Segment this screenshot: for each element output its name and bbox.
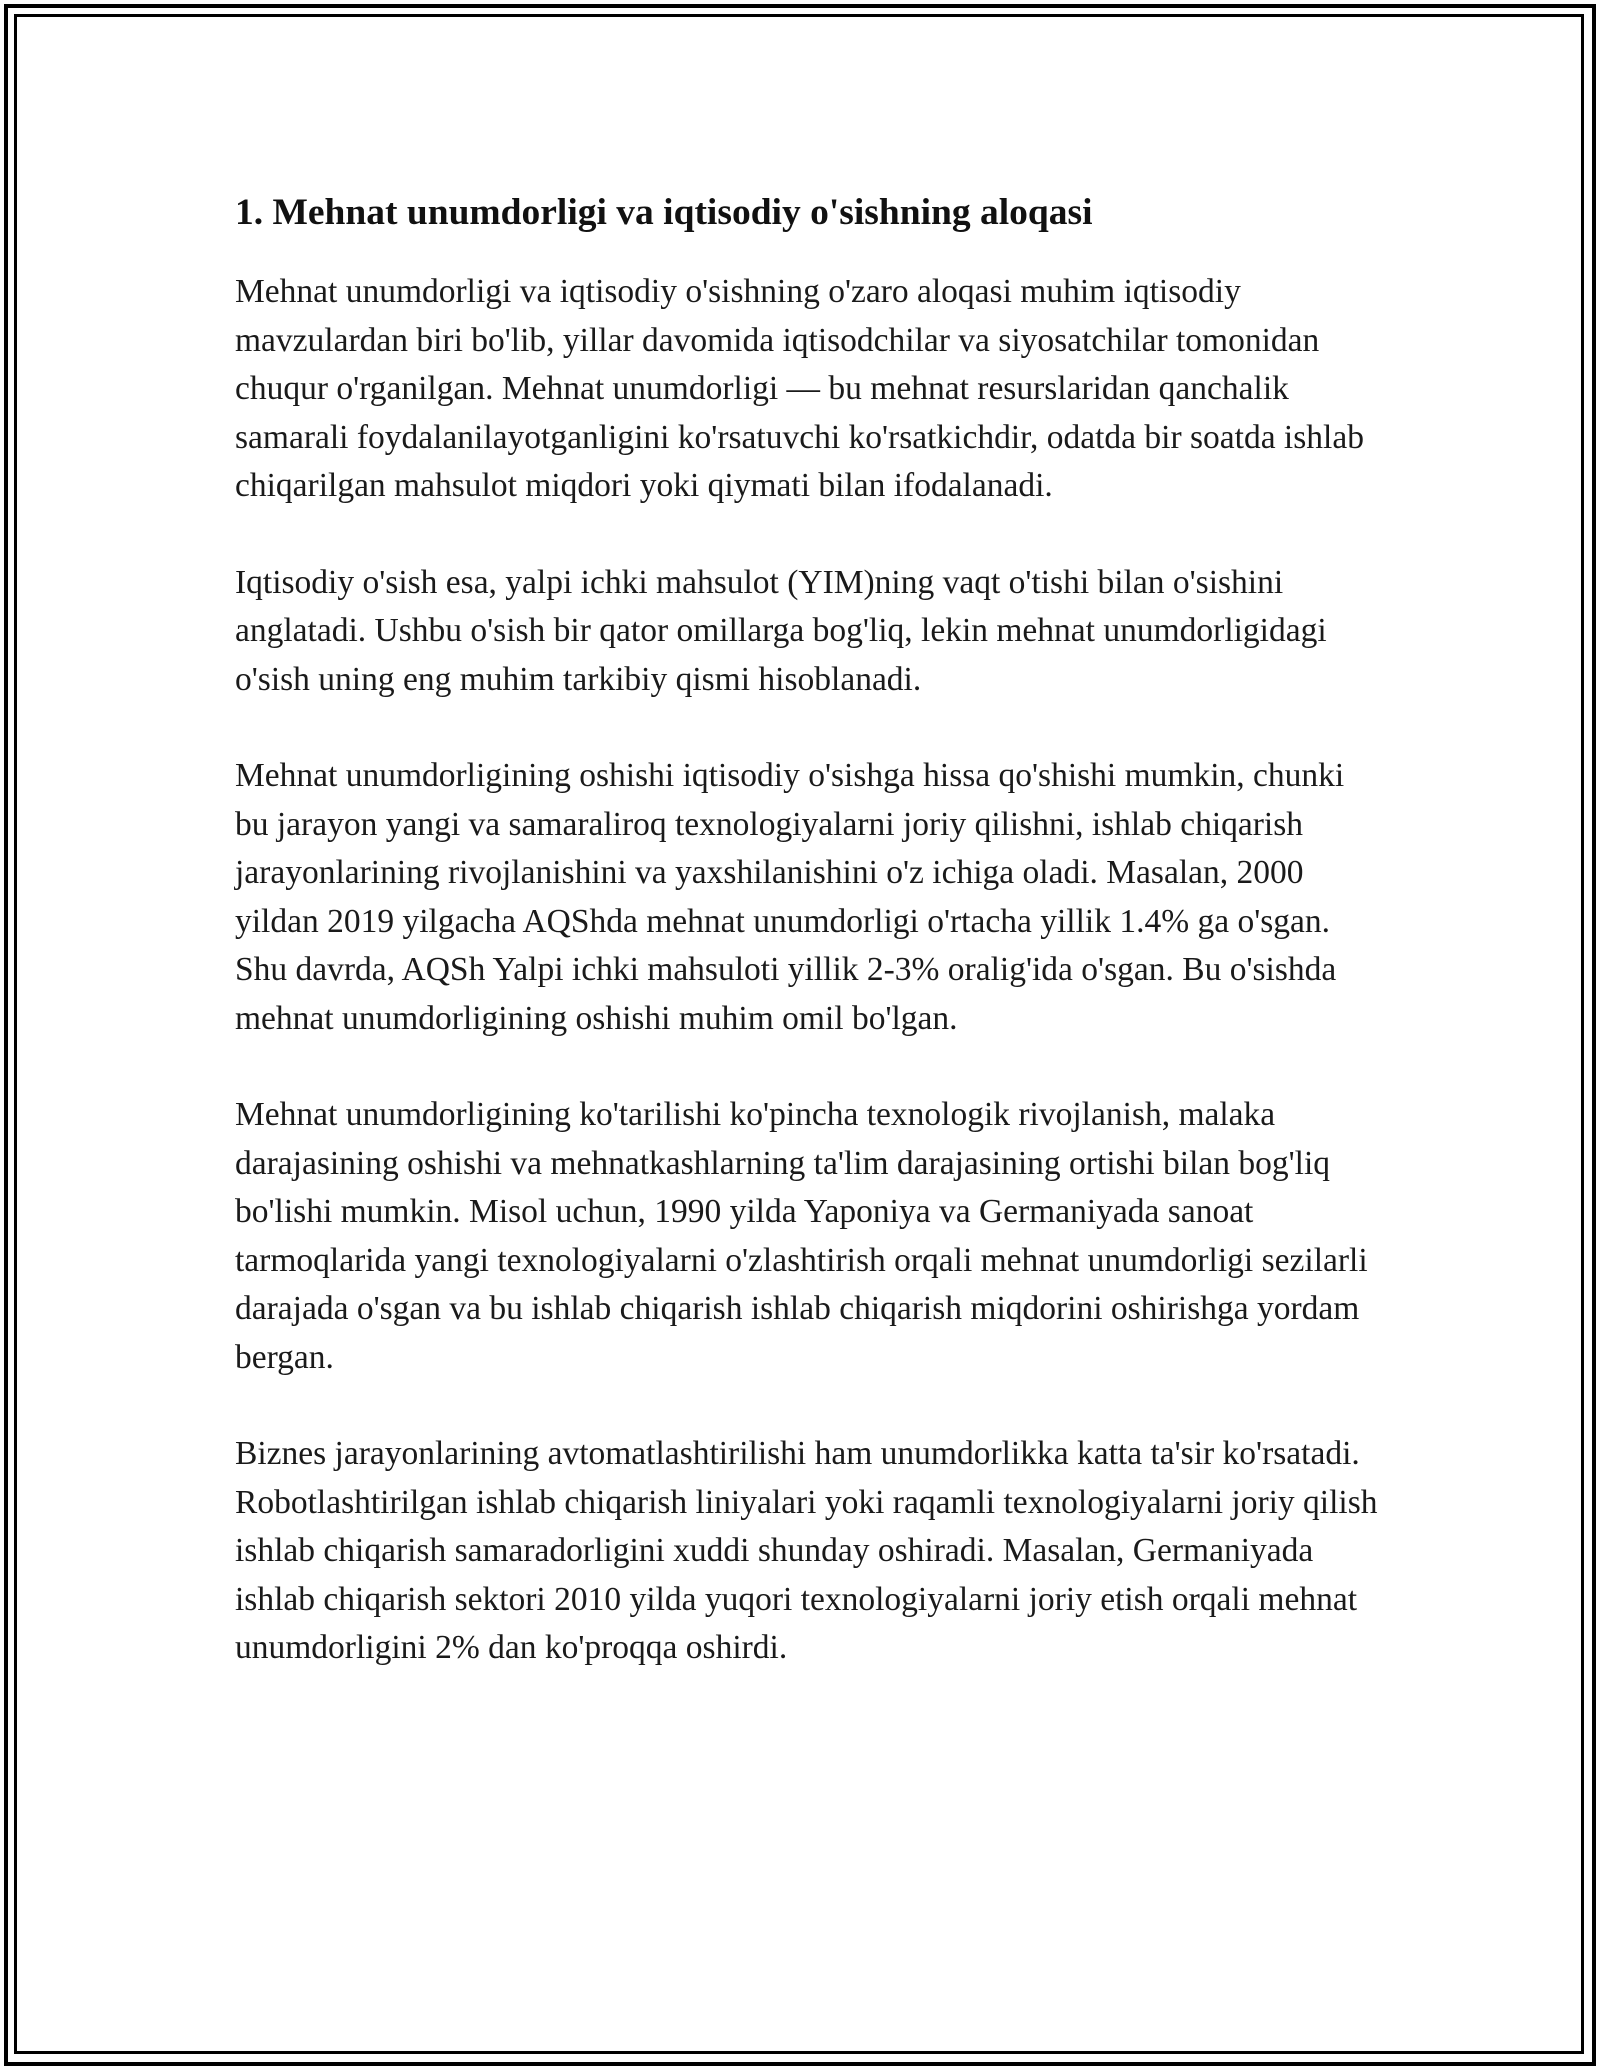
paragraph-2: Iqtisodiy o'sish esa, yalpi ichki mahsulot (YIM)ning vaqt o'tishi bilan o'sishini anglatadi. Ushbu o'sish bir qator omillarga bog'liq, lekin mehnat unumdorligidagi o'sish uning eng muhim tarkibiy qismi hisoblanadi. — [235, 563, 1327, 698]
paragraph-3: Mehnat unumdorligining oshishi iqtisodiy o'sishga hissa qo'shishi mumkin, chunki bu jarayon yangi va samaraliroq texnologiyalarni joriy qilishni, ishlab chiqarish jarayonlarining rivojlanishini va yaxshilanishini o'z ichiga oladi. Masalan, 2000 yildan 2019 yilgacha AQShda mehnat unumdorligi o'rtacha yillik 1.4% ga o'sgan. Shu davrda, AQSh Yalpi ichki mahsuloti yillik 2-3% oralig'ida o'sgan. Bu o'sishda mehnat unumdorligining oshishi muhim omil bo'lgan. — [235, 757, 1345, 1037]
document-body — [235, 180, 1385, 1721]
paragraph-1: Mehnat unumdorligi va iqtisodiy o'sishning o'zaro aloqasi muhim iqtisodiy mavzulardan biri bo'lib, yillar davomida iqtisodchilar va siyosatchilar tomonidan chuqur o'rganilgan. Mehnat unumdorligi — bu mehnat resurslaridan qanchalik samarali foydalanilayotganligini ko'rsatuvchi ko'rsatkichdir, odatda bir soatda ishlab chiqarilgan mahsulot miqdori yoki qiymati bilan ifodalanadi. — [235, 273, 1364, 504]
paragraph-5: Biznes jarayonlarining avtomatlashtirilishi ham unumdorlikka katta ta'sir ko'rsatadi. Robotlashtirilgan ishlab chiqarish liniyalari yoki raqamli texnologiyalarni joriy qilish ishlab chiqarish samaradorligini xuddi shunday oshiradi. Masalan, Germaniyada ishlab chiqarish sektori 2010 yilda yuqori texnologiyalarni joriy etish orqali mehnat unumdorligini 2% dan ko'proqqa oshirdi. — [235, 1435, 1378, 1666]
paragraph-4: Mehnat unumdorligining ko'tarilishi ko'pincha texnologik rivojlanish, malaka darajasining oshishi va mehnatkashlarning ta'lim darajasining ortishi bilan bog'liq bo'lishi mumkin. Misol uchun, 1990 yilda Yaponiya va Germaniyada sanoat tarmoqlarida yangi texnologiyalarni o'zlashtirish orqali mehnat unumdorligi sezilarli darajada o'sgan va bu ishlab chiqarish ishlab chiqarish miqdorini oshirishga yordam bergan. — [235, 1096, 1368, 1376]
section-heading: 1. Mehnat unumdorligi va iqtisodiy o'sishning aloqasi — [235, 192, 1093, 233]
